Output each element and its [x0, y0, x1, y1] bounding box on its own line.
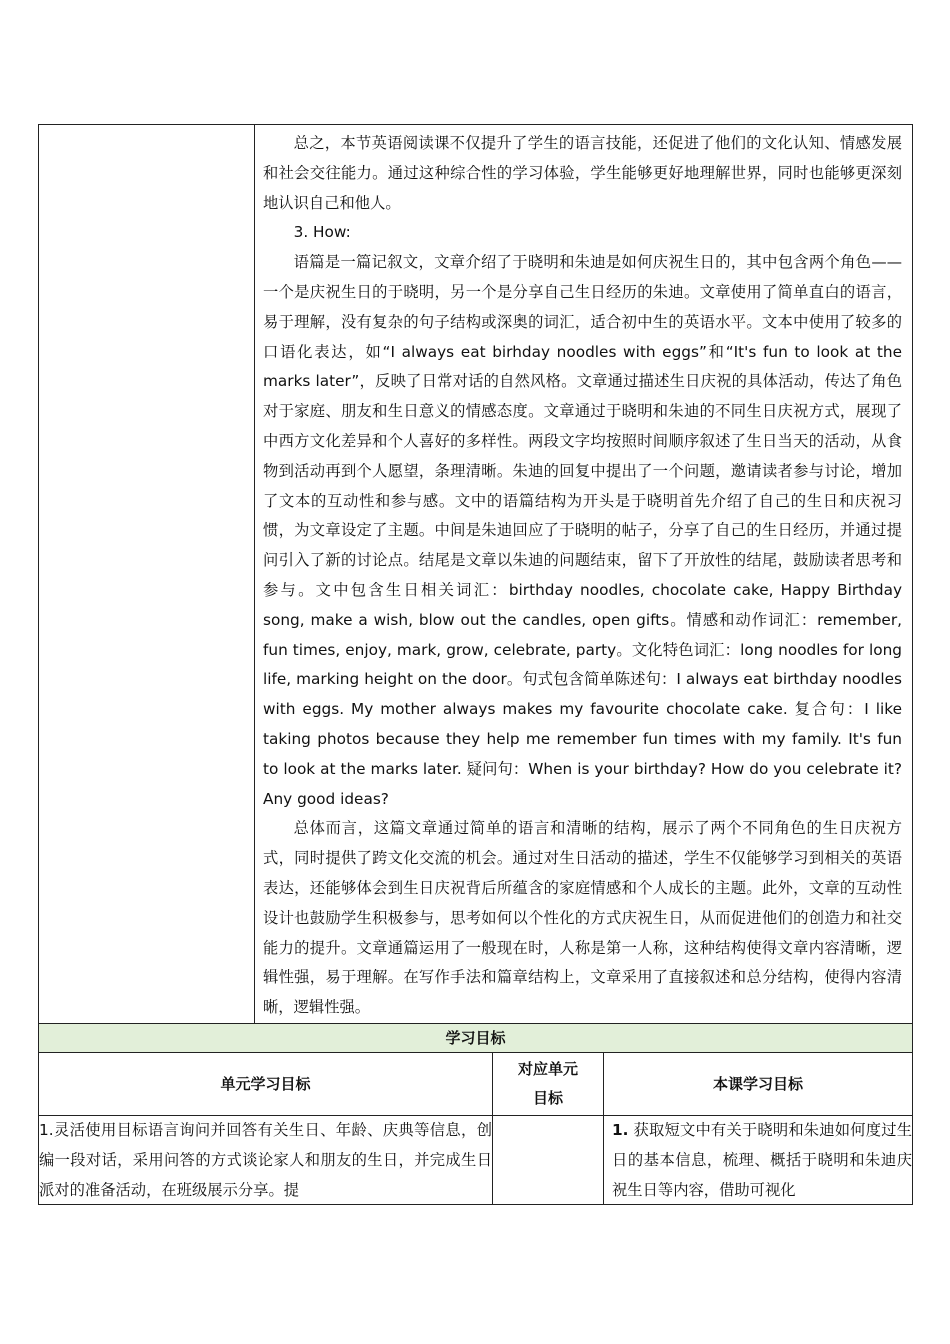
matching-goal-header-line1: 对应单元 — [517, 1059, 578, 1078]
how-heading: 3. How: — [293, 223, 351, 242]
unit-goal-cell — [39, 1115, 493, 1204]
text-analysis-cell — [255, 125, 913, 1024]
unit-goals-header: 单元学习目标 — [39, 1052, 493, 1115]
analysis-row — [39, 125, 913, 1024]
lesson-goal-text: 获取短文中有关于晓明和朱迪如何度过生日的基本信息，梳理、概括于晓明和朱迪庆祝生日等内容，借助可视化 — [612, 1120, 912, 1199]
how-body-paragraph: 语篇是一篇记叙文，文章介绍了于晓明和朱迪是如何庆祝生日的，其中包含两个角色——一个是庆祝生日的于晓明，另一个是分享自己生日经历的朱迪。文章使用了简单直白的语言，易于理解，没有复杂的句子结构或深奥的词汇，适合初中生的英语水平。文本中使用了较多的口语化表达，如“I always eat birhday noodles with eggs”和“It's fun to look at the marks later”，反映了日常对话的自然风格。文章通过描述生日庆祝的具体活动，传达了角色对于家庭、朋友和生日意义的情感态度。文章通过于晓明和朱迪的不同生日庆祝方式，展现了中西方文化差异和个人喜好的多样性。两段文字均按照时间顺序叙述了生日当天的活动，从食物到活动再到个人愿望，条理清晰。朱迪的回复中提出了一个问题，邀请读者参与讨论，增加了文本的互动性和参与感。文中的语篇结构为开头是于晓明首先介绍了自己的生日和庆祝习惯，为文章设定了主题。中间是朱迪回应了于晓明的帖子，分享了自己的生日经历，并通过提问引入了新的讨论点。结尾是文章以朱迪的问题结束，留下了开放性的结尾，鼓励读者思考和参与。文中包含生日相关词汇：birthday noodles, chocolate cake, Happy Birthday song, make a wish, blow out the candles, open gifts。情感和动作词汇：remember, fun times, enjoy, mark, grow, celebrate, party。文化特色词汇：long noodles for long life, marking height on the door。句式包含简单陈述句：I always eat birthday noodles with eggs. My mother always makes my favourite chocolate cake. 复合句：I like taking photos because they help me remember fun times with my family. It's fun to look at the marks later. 疑问句：When is your birthday? How do you celebrate it? Any good ideas? — [263, 253, 902, 808]
goals-content-row — [39, 1115, 913, 1204]
lesson-plan-table — [38, 124, 913, 1205]
matching-goal-header-line2: 目标 — [532, 1088, 563, 1107]
goals-header-row — [39, 1023, 913, 1052]
lesson-goal-cell — [604, 1115, 913, 1204]
goals-column-header-row — [39, 1052, 913, 1115]
summary-paragraph: 总之，本节英语阅读课不仅提升了学生的语言技能，还促进了他们的文化认知、情感发展和社会交往能力。通过这种综合性的学习体验，学生能够更好地理解世界，同时也能够更深刻地认识自己和他人。 — [263, 134, 902, 212]
unit-goal-number: 1. — [39, 1120, 54, 1139]
conclusion-paragraph: 总体而言，这篇文章通过简单的语言和清晰的结构，展示了两个不同角色的生日庆祝方式，同时提供了跨文化交流的机会。通过对生日活动的描述，学生不仅能够学习到相关的英语表达，还能够体会到生日庆祝背后所蕴含的家庭情感和个人成长的主题。此外，文章的互动性设计也鼓励学生积极参与，思考如何以个性化的方式庆祝生日，从而促进他们的创造力和社交能力的提升。文章通篇运用了一般现在时，人称是第一人称，这种结构使得文章内容清晰，逻辑性强，易于理解。在写作手法和篇章结构上，文章采用了直接叙述和总分结构，使得内容清晰，逻辑性强。 — [263, 819, 902, 1017]
matching-goal-cell — [493, 1115, 604, 1204]
unit-goal-text: 灵活使用目标语言询问并回答有关生日、年龄、庆典等信息，创编一段对话，采用问答的方式谈论家人和朋友的生日，并完成生日派对的准备活动，在班级展示分享。提 — [39, 1120, 492, 1199]
section-title: 学习目标 — [39, 1023, 913, 1052]
lesson-goal-number: 1. — [612, 1120, 629, 1139]
matching-goal-header — [493, 1052, 604, 1115]
lesson-goals-header: 本课学习目标 — [604, 1052, 913, 1115]
left-empty-cell — [39, 125, 255, 1024]
